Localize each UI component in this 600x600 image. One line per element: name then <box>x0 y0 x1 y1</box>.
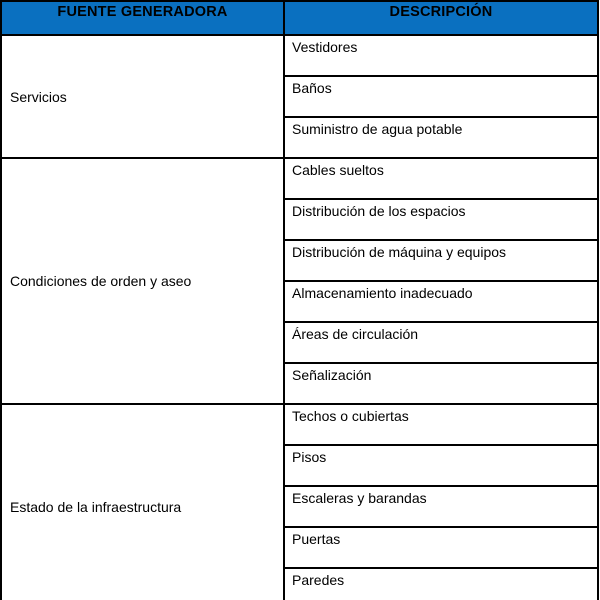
description-cell: Cables sueltos <box>284 158 598 199</box>
description-cell: Techos o cubiertas <box>284 404 598 445</box>
table-header-row <box>1 1 598 35</box>
description-cell: Distribución de los espacios <box>284 199 598 240</box>
description-cell: Suministro de agua potable <box>284 117 598 158</box>
description-cell: Vestidores <box>284 35 598 76</box>
table-row <box>1 404 598 445</box>
description-cell: Pisos <box>284 445 598 486</box>
column-header-fuente-generadora: FUENTE GENERADORA <box>1 1 284 35</box>
description-cell: Almacenamiento inadecuado <box>284 281 598 322</box>
description-cell: Áreas de circulación <box>284 322 598 363</box>
description-cell: Distribución de máquina y equipos <box>284 240 598 281</box>
description-cell: Puertas <box>284 527 598 568</box>
description-cell: Paredes <box>284 568 598 600</box>
source-cell: Condiciones de orden y aseo <box>1 158 284 404</box>
table-body <box>1 35 598 600</box>
column-header-descripcion: DESCRIPCIÓN <box>284 1 598 35</box>
table-row <box>1 158 598 199</box>
description-cell: Baños <box>284 76 598 117</box>
table-row <box>1 35 598 76</box>
description-cell: Escaleras y barandas <box>284 486 598 527</box>
source-cell: Servicios <box>1 35 284 158</box>
source-cell: Estado de la infraestructura <box>1 404 284 600</box>
description-cell: Señalización <box>284 363 598 404</box>
